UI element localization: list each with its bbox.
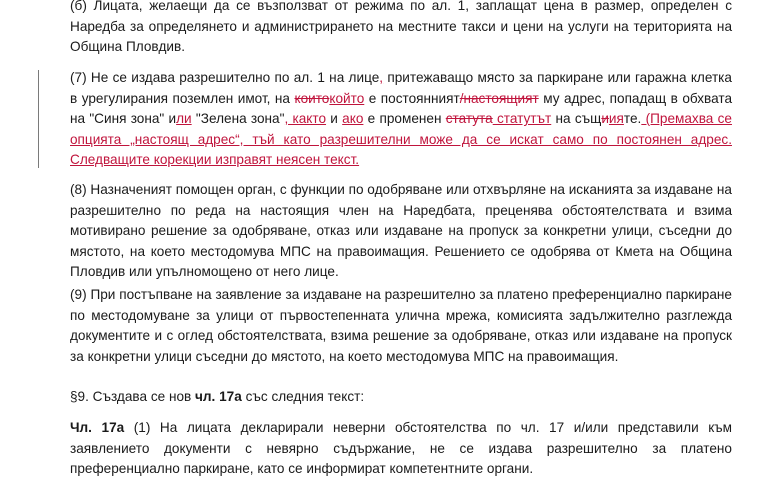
- art17a-label: Чл. 17а: [70, 420, 125, 435]
- p7-text-g: е променен: [363, 111, 446, 126]
- p7-insert-ako: ако: [342, 111, 364, 126]
- s9-text-b: със следния текст:: [241, 389, 365, 404]
- p7-insert-iya: ия: [608, 111, 624, 126]
- s9-text-a: §9. Създава се нов: [70, 389, 196, 404]
- p7-insert-comma: ,: [379, 70, 384, 85]
- p7-delete-nastoyashtiyat: /настоящият: [459, 90, 539, 106]
- paragraph-6: (б) Лицата, желаещи да се възползват от режима по ал. 1, заплащат цена в размер, определен с Наредба за определянето и администрирането на местните такси и цени на услуги на територията на Община Пловдив.: [70, 0, 732, 54]
- p7-text-d: му адрес, попадащ в обхвата на "Синя зона" и: [70, 90, 733, 126]
- revision-change-bar: [38, 70, 39, 168]
- p7-text-a: (7) Не се издава разрешително по ал. 1 на лице: [70, 70, 380, 85]
- p7-text-h: на същ: [551, 111, 602, 126]
- paragraph-9: (9) При постъпване на заявление за издаване на разрешително за платено преференциално паркиране по местодомуване за улици от първостепенната улична мрежа, комисията задължително разглежда документите и с оглед обстоятелствата, взима решение за одобряване, отказ или издаване на пропуск за конкретни улици съседни до мястото, на което местодомува МПС на правоимащия.: [70, 287, 732, 364]
- p7-insert-koyto: който: [329, 90, 365, 106]
- article-17a: [70, 418, 732, 480]
- art17a-text: (1) На лицата декларирали неверни обстоятелства по чл. 17 и/или представили към заявлението документи с невярно съдържание, не се издава разрешително за платено преференциално паркиране, като се информират компетентните органи.: [70, 420, 732, 476]
- p7-text-i: те.: [623, 111, 642, 126]
- section-9-heading: [70, 387, 364, 408]
- p7-insert-kakto: , както: [284, 111, 327, 126]
- p7-text-b: притежаващо място за паркиране или гаражна клетка в урегулирания поземлен имот, на: [70, 70, 732, 106]
- p7-text-c: е постоянният: [364, 90, 460, 106]
- p7-insert-li: ли: [176, 111, 192, 126]
- p7-text-e: "Зелена зона": [191, 111, 285, 126]
- p7-delete-koito: които: [294, 90, 330, 106]
- s9-article-ref: чл. 17а: [195, 389, 242, 404]
- p7-text-f: и: [326, 111, 343, 126]
- p7-insert-statutat: статутът: [492, 111, 552, 126]
- paragraph-7: [70, 68, 732, 171]
- p7-revision-note: (Премахва се опцията „настоящ адрес“, тъй като разрешителни може да се искат само по постоянен адрес. Следващите корекции изправят неясен текст.: [70, 111, 732, 167]
- paragraph-8: (8) Назначеният помощен орган, с функции по одобряване или отхвърляне на исканията за издаване на разрешително по реда на настоящия член на Наредбата, преценява обстоятелствата и взима мотивирано решение за одобряване, отказ или издаване на пропуск за конкретни улици, съседни до мястото, на което местодомува МПС на правоимащия. Решението се одобрява от Кмета на Община Пловдив или упълномощено от него лице.: [70, 182, 732, 279]
- p7-delete-i: и: [601, 111, 609, 126]
- p7-delete-statuta: статута: [445, 111, 493, 126]
